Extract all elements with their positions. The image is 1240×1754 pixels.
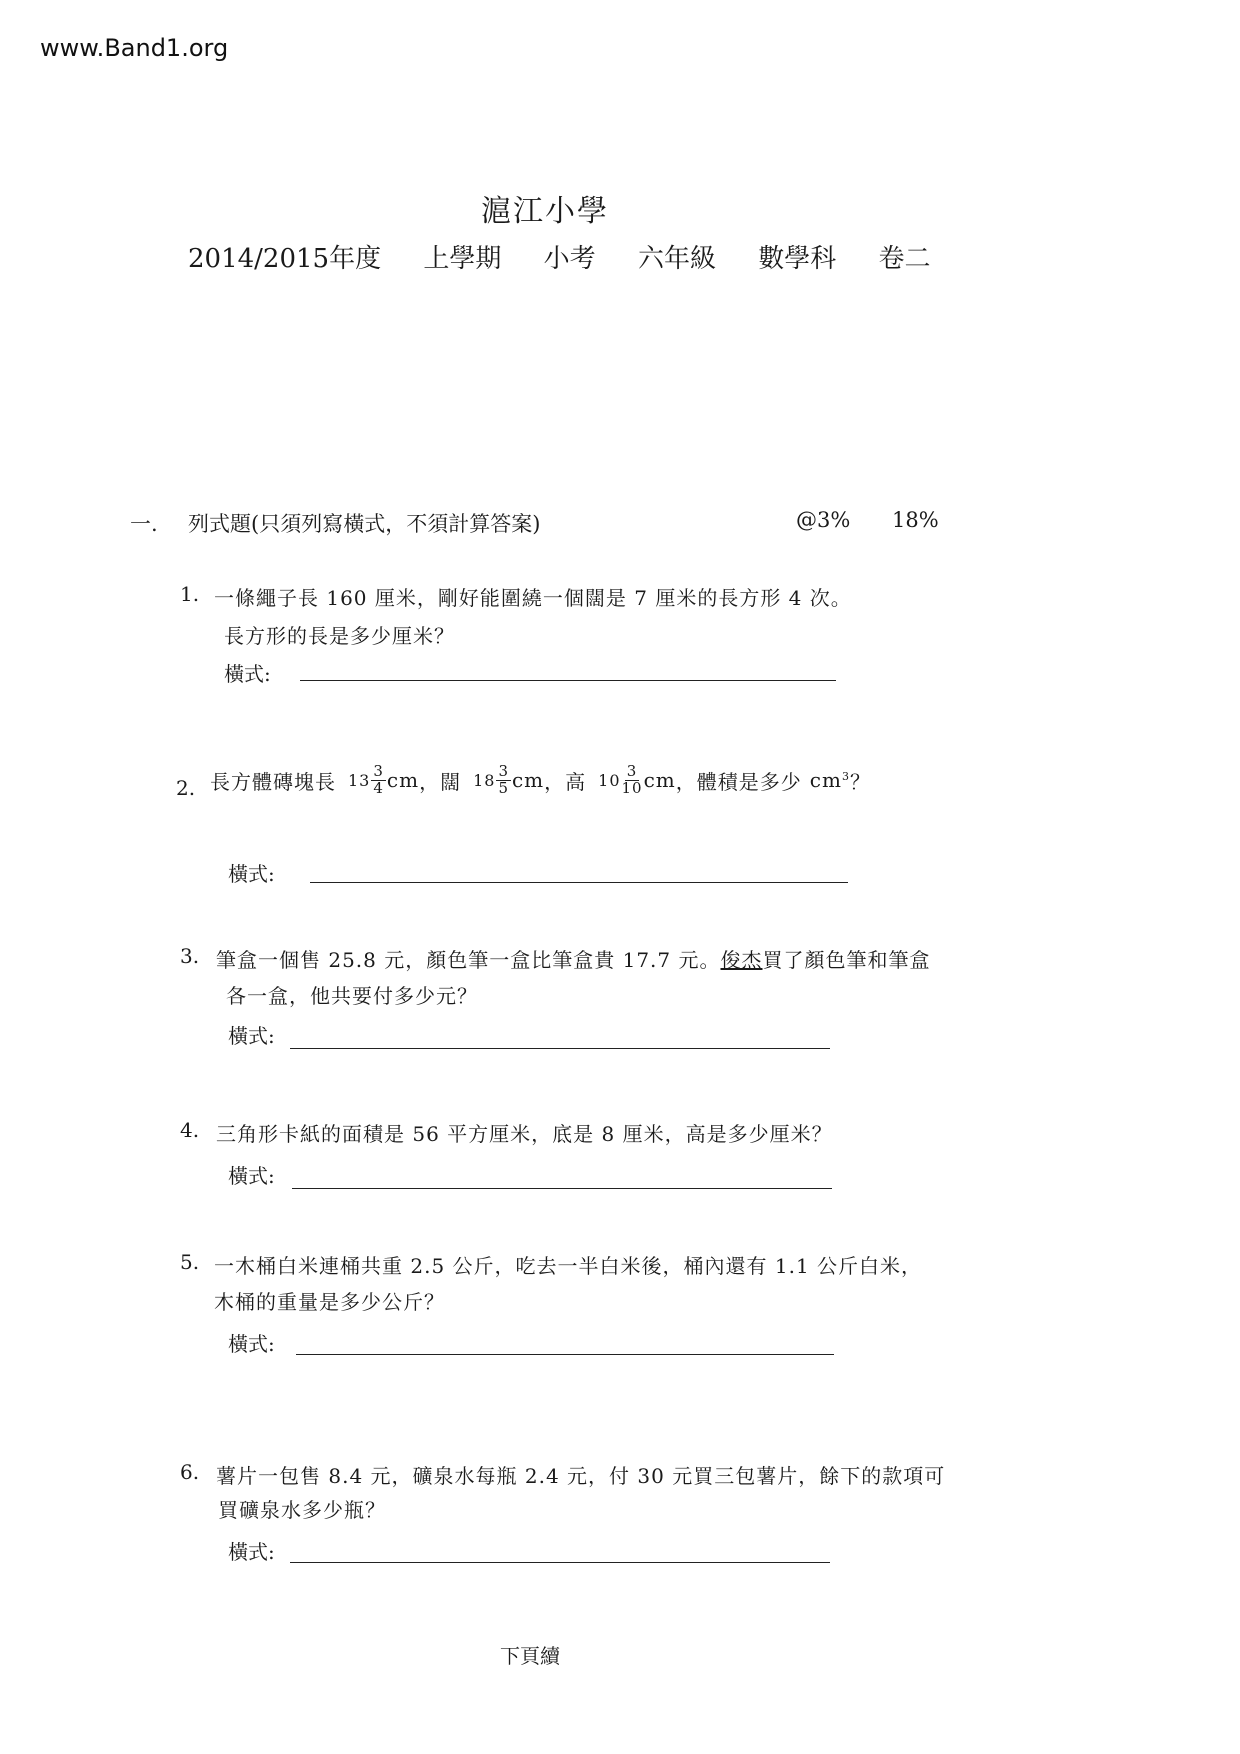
question-text-line1: 一條繩子長 160 厘米，剛好能圍繞一個闊是 7 厘米的長方形 4 次。	[214, 586, 852, 610]
answer-label: 橫式:	[228, 862, 275, 886]
width-whole: 18	[473, 770, 496, 790]
height-whole: 10	[598, 770, 621, 790]
height-fraction: $\frac{3}{10}$	[621, 762, 643, 797]
question-suffix: ，體積是多少	[675, 769, 802, 794]
answer-line[interactable]	[300, 680, 836, 681]
question-number: 4.	[180, 1118, 200, 1142]
question-number: 5.	[180, 1250, 200, 1274]
answer-line[interactable]	[296, 1354, 834, 1355]
school-year: 2014/2015年度	[188, 244, 382, 274]
length-whole: 13	[348, 770, 371, 790]
exam-type: 小考	[543, 244, 596, 274]
answer-label: 橫式:	[228, 1024, 275, 1048]
length-fraction: $\frac{3}{4}$	[373, 762, 384, 797]
question-text-line1: 筆盒一個售 25.8 元，顏色筆一盒比筆盒貴 17.7 元。俊杰買了顏色筆和筆盒	[216, 948, 931, 972]
answer-label: 橫式:	[228, 1164, 275, 1188]
answer-label: 橫式:	[228, 1540, 275, 1564]
section-title: 列式題(只須列寫橫式，不須計算答案)	[188, 512, 541, 536]
marks-each: @3%	[796, 508, 851, 532]
question-text-line1: 薯片一包售 8.4 元，礦泉水每瓶 2.4 元，付 30 元買三包薯片，餘下的款項可	[216, 1464, 946, 1488]
question-text-line2: 木桶的重量是多少公斤？	[214, 1290, 445, 1314]
question-text-line1: 一木桶白米連桶共重 2.5 公斤，吃去一半白米後，桶內還有 1.1 公斤白米，	[214, 1254, 923, 1278]
question-text-line2: 長方形的長是多少厘米？	[224, 624, 455, 648]
marks-total: 18%	[892, 508, 939, 532]
width-fraction: $\frac{3}{5}$	[498, 762, 509, 797]
answer-label: 橫式:	[224, 662, 271, 686]
exam-subtitle	[188, 238, 965, 275]
question-text-line1	[210, 764, 871, 797]
grade: 六年級	[637, 244, 716, 274]
question-number: 1.	[180, 582, 200, 606]
volume-unit: cm	[809, 768, 842, 793]
superscript: 3	[841, 770, 850, 783]
answer-line[interactable]	[292, 1188, 832, 1189]
unit: cm	[511, 768, 545, 793]
continue-next-page: 下頁續	[500, 1644, 560, 1668]
section-number: 一.	[130, 512, 158, 536]
question-text-line2: 買礦泉水多少瓶？	[218, 1498, 386, 1522]
subject: 數學科	[758, 244, 837, 274]
question-number: 2.	[176, 776, 196, 800]
question-text-line1: 三角形卡紙的面積是 56 平方厘米，底是 8 厘米，高是多少厘米？	[216, 1122, 833, 1146]
height-label: ，高	[544, 769, 587, 794]
term: 上學期	[423, 244, 502, 274]
question-text-line2: 各一盒，他共要付多少元？	[226, 984, 478, 1008]
paper-number: 卷二	[878, 244, 931, 274]
answer-line[interactable]	[290, 1562, 830, 1563]
question-mark: ？	[849, 769, 871, 794]
question-prefix: 長方體磚塊長	[210, 769, 336, 794]
website-watermark: www.Band1.org	[40, 34, 229, 62]
question-number: 6.	[180, 1460, 200, 1484]
answer-line[interactable]	[290, 1048, 830, 1049]
answer-line[interactable]	[310, 882, 848, 883]
answer-label: 橫式:	[228, 1332, 275, 1356]
question-number: 3.	[180, 944, 200, 968]
unit: cm	[643, 768, 676, 793]
school-name: 滬江小學	[481, 194, 609, 229]
width-label: ，闊	[419, 769, 462, 794]
unit: cm	[386, 768, 420, 793]
student-name: 俊杰	[720, 948, 763, 972]
